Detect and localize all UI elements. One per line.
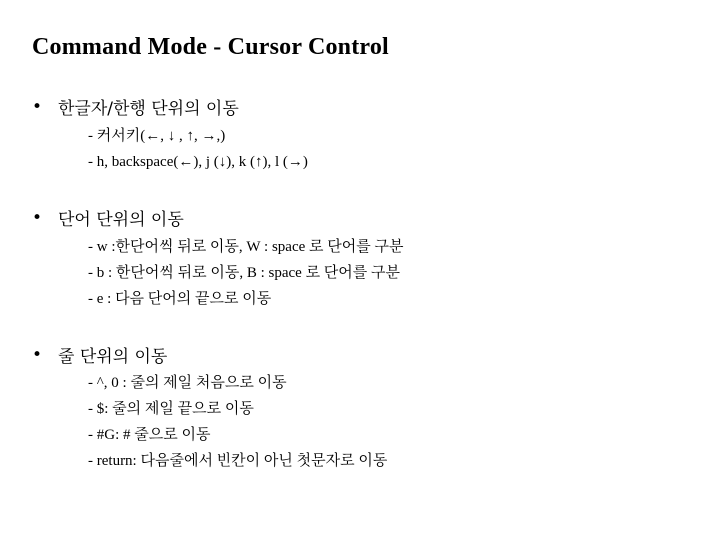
bullet-line-movement bbox=[32, 342, 167, 367]
bullet-heading: 단어 단위의 이동 bbox=[58, 210, 184, 230]
bullet-word-movement bbox=[32, 205, 184, 230]
bullet-dot-icon: • bbox=[32, 344, 43, 365]
sub-item: - 커서키(←, ↓ , ↑, →,) bbox=[88, 128, 226, 144]
sub-item: - $: 줄의 제일 끝으로 이동 bbox=[88, 401, 254, 417]
sub-item: - w :한단어씩 뒤로 이동, W : space 로 단어를 구분 bbox=[88, 239, 404, 255]
slide-title: Command Mode - Cursor Control bbox=[32, 34, 389, 60]
bullet-dot-icon: • bbox=[32, 96, 43, 117]
bullet-char-line-movement bbox=[32, 94, 239, 119]
sub-item: - #G: # 줄으로 이동 bbox=[88, 427, 211, 443]
sub-item: - b : 한단어씩 뒤로 이동, B : space 로 단어를 구분 bbox=[88, 265, 401, 281]
bullet-heading: 한글자/한행 단위의 이동 bbox=[58, 99, 239, 119]
sub-item: - e : 다음 단어의 끝으로 이동 bbox=[88, 291, 272, 307]
bullet-heading: 줄 단위의 이동 bbox=[58, 347, 168, 367]
sub-item: - return: 다음줄에서 빈칸이 아닌 첫문자로 이동 bbox=[88, 453, 388, 469]
sub-item: - h, backspace(←), j (↓), k (↑), l (→) bbox=[88, 154, 308, 170]
sub-item: - ^, 0 : 줄의 제일 처음으로 이동 bbox=[88, 375, 287, 391]
bullet-dot-icon: • bbox=[32, 207, 43, 228]
